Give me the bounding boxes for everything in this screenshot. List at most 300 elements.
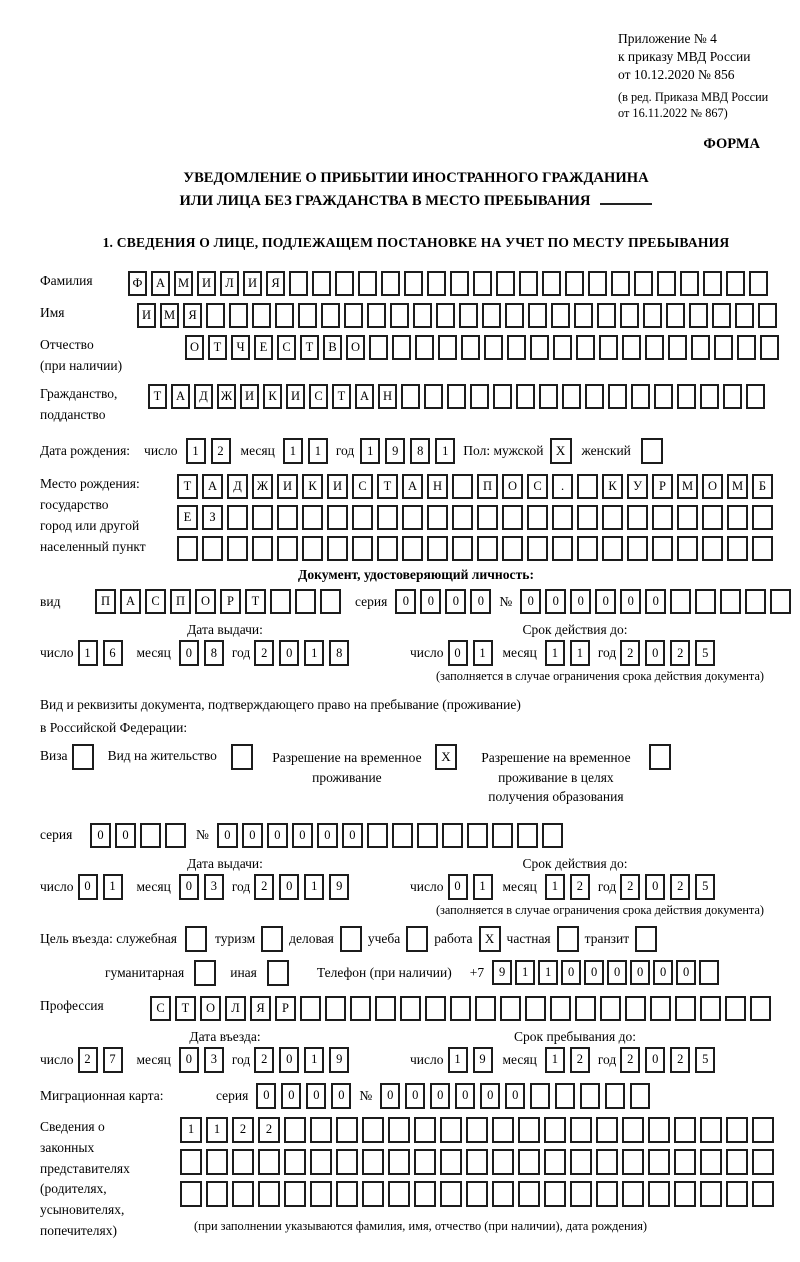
char-cell[interactable]: 0 xyxy=(342,823,363,848)
char-cell[interactable]: 2 xyxy=(670,874,690,900)
char-cell[interactable] xyxy=(388,1149,410,1175)
char-cell[interactable] xyxy=(436,303,455,328)
char-cell[interactable] xyxy=(427,271,446,296)
char-cell[interactable]: 0 xyxy=(242,823,263,848)
char-cell[interactable]: 0 xyxy=(607,960,627,985)
char-cell[interactable] xyxy=(749,271,768,296)
char-cell[interactable]: 5 xyxy=(695,874,715,900)
char-cell[interactable]: 1 xyxy=(308,438,328,464)
char-cell[interactable] xyxy=(369,335,388,360)
char-cell[interactable]: О xyxy=(502,474,523,499)
char-cell[interactable] xyxy=(599,335,618,360)
char-cell[interactable] xyxy=(258,1181,280,1207)
char-cell[interactable] xyxy=(206,1181,228,1207)
char-cell[interactable] xyxy=(622,1149,644,1175)
char-cell[interactable] xyxy=(770,589,791,614)
char-cell[interactable]: А xyxy=(202,474,223,499)
char-cell[interactable]: 0 xyxy=(630,960,650,985)
char-cell[interactable]: Д xyxy=(227,474,248,499)
char-cell[interactable] xyxy=(726,1149,748,1175)
char-cell[interactable]: 0 xyxy=(256,1083,276,1109)
char-cell[interactable] xyxy=(570,1181,592,1207)
char-cell[interactable]: 0 xyxy=(380,1083,400,1109)
char-cell[interactable]: 1 xyxy=(538,960,558,985)
char-cell[interactable] xyxy=(473,271,492,296)
char-cell[interactable]: С xyxy=(352,474,373,499)
char-cell[interactable] xyxy=(691,335,710,360)
char-cell[interactable] xyxy=(424,384,443,409)
char-cell[interactable] xyxy=(505,303,524,328)
char-cell[interactable] xyxy=(700,996,721,1021)
char-cell[interactable] xyxy=(352,505,373,530)
char-cell[interactable] xyxy=(542,823,563,848)
char-cell[interactable]: 0 xyxy=(520,589,541,614)
char-cell[interactable] xyxy=(320,589,341,614)
char-cell[interactable] xyxy=(596,1181,618,1207)
char-cell[interactable] xyxy=(580,1083,600,1109)
char-cell[interactable] xyxy=(258,1149,280,1175)
char-cell[interactable]: 2 xyxy=(211,438,231,464)
char-cell[interactable] xyxy=(577,474,598,499)
char-cell[interactable]: 2 xyxy=(620,1047,640,1073)
char-cell[interactable]: 1 xyxy=(448,1047,468,1073)
char-cell[interactable] xyxy=(275,303,294,328)
char-cell[interactable] xyxy=(648,1117,670,1143)
char-cell[interactable]: 0 xyxy=(645,874,665,900)
char-cell[interactable] xyxy=(295,589,316,614)
char-cell[interactable]: 9 xyxy=(329,1047,349,1073)
char-cell[interactable]: 1 xyxy=(545,874,565,900)
char-cell[interactable] xyxy=(227,536,248,561)
char-cell[interactable] xyxy=(674,1117,696,1143)
char-cell[interactable] xyxy=(600,996,621,1021)
purpose-private-checkbox[interactable] xyxy=(557,926,579,952)
char-cell[interactable]: 1 xyxy=(304,640,324,666)
char-cell[interactable] xyxy=(539,384,558,409)
char-cell[interactable] xyxy=(528,303,547,328)
char-cell[interactable]: П xyxy=(477,474,498,499)
char-cell[interactable] xyxy=(400,996,421,1021)
char-cell[interactable]: Ч xyxy=(231,335,250,360)
char-cell[interactable] xyxy=(440,1117,462,1143)
visa-checkbox[interactable] xyxy=(72,744,94,770)
char-cell[interactable] xyxy=(726,1181,748,1207)
char-cell[interactable] xyxy=(575,996,596,1021)
char-cell[interactable]: С xyxy=(309,384,328,409)
char-cell[interactable] xyxy=(493,384,512,409)
char-cell[interactable] xyxy=(502,536,523,561)
char-cell[interactable]: А xyxy=(120,589,141,614)
char-cell[interactable] xyxy=(670,589,691,614)
char-cell[interactable] xyxy=(381,271,400,296)
char-cell[interactable] xyxy=(392,335,411,360)
char-cell[interactable]: 0 xyxy=(292,823,313,848)
char-cell[interactable] xyxy=(492,823,513,848)
char-cell[interactable]: 0 xyxy=(281,1083,301,1109)
char-cell[interactable] xyxy=(325,996,346,1021)
char-cell[interactable]: Я xyxy=(250,996,271,1021)
char-cell[interactable] xyxy=(440,1149,462,1175)
char-cell[interactable] xyxy=(344,303,363,328)
char-cell[interactable]: Т xyxy=(300,335,319,360)
char-cell[interactable]: 2 xyxy=(254,1047,274,1073)
char-cell[interactable]: 5 xyxy=(695,1047,715,1073)
char-cell[interactable] xyxy=(622,1181,644,1207)
char-cell[interactable] xyxy=(758,303,777,328)
char-cell[interactable] xyxy=(492,1117,514,1143)
char-cell[interactable] xyxy=(252,303,271,328)
char-cell[interactable]: 0 xyxy=(90,823,111,848)
char-cell[interactable]: Т xyxy=(377,474,398,499)
char-cell[interactable] xyxy=(177,536,198,561)
char-cell[interactable] xyxy=(492,1149,514,1175)
char-cell[interactable] xyxy=(565,271,584,296)
char-cell[interactable] xyxy=(714,335,733,360)
char-cell[interactable]: . xyxy=(552,474,573,499)
char-cell[interactable]: У xyxy=(627,474,648,499)
char-cell[interactable] xyxy=(206,1149,228,1175)
char-cell[interactable] xyxy=(440,1181,462,1207)
char-cell[interactable] xyxy=(752,1149,774,1175)
char-cell[interactable] xyxy=(527,536,548,561)
char-cell[interactable]: 2 xyxy=(254,640,274,666)
char-cell[interactable]: 0 xyxy=(331,1083,351,1109)
char-cell[interactable] xyxy=(466,1149,488,1175)
char-cell[interactable] xyxy=(702,536,723,561)
char-cell[interactable]: П xyxy=(95,589,116,614)
char-cell[interactable] xyxy=(727,505,748,530)
char-cell[interactable] xyxy=(284,1117,306,1143)
char-cell[interactable]: 0 xyxy=(179,1047,199,1073)
char-cell[interactable] xyxy=(723,384,742,409)
char-cell[interactable]: П xyxy=(170,589,191,614)
char-cell[interactable]: 2 xyxy=(254,874,274,900)
char-cell[interactable]: М xyxy=(174,271,193,296)
char-cell[interactable] xyxy=(737,335,756,360)
char-cell[interactable] xyxy=(358,271,377,296)
char-cell[interactable]: 9 xyxy=(492,960,512,985)
char-cell[interactable] xyxy=(298,303,317,328)
char-cell[interactable] xyxy=(377,505,398,530)
char-cell[interactable] xyxy=(310,1117,332,1143)
char-cell[interactable]: Е xyxy=(177,505,198,530)
char-cell[interactable] xyxy=(752,536,773,561)
char-cell[interactable]: И xyxy=(240,384,259,409)
char-cell[interactable] xyxy=(555,1083,575,1109)
char-cell[interactable]: 0 xyxy=(455,1083,475,1109)
char-cell[interactable]: 9 xyxy=(385,438,405,464)
char-cell[interactable] xyxy=(362,1117,384,1143)
char-cell[interactable] xyxy=(602,536,623,561)
char-cell[interactable]: Н xyxy=(427,474,448,499)
char-cell[interactable]: Ф xyxy=(128,271,147,296)
char-cell[interactable] xyxy=(727,536,748,561)
char-cell[interactable]: 1 xyxy=(570,640,590,666)
char-cell[interactable]: К xyxy=(302,474,323,499)
char-cell[interactable]: 1 xyxy=(545,640,565,666)
char-cell[interactable] xyxy=(703,271,722,296)
char-cell[interactable] xyxy=(438,335,457,360)
char-cell[interactable] xyxy=(570,1149,592,1175)
char-cell[interactable]: О xyxy=(185,335,204,360)
char-cell[interactable] xyxy=(577,505,598,530)
char-cell[interactable]: 2 xyxy=(620,874,640,900)
char-cell[interactable] xyxy=(550,996,571,1021)
char-cell[interactable] xyxy=(401,384,420,409)
char-cell[interactable]: 0 xyxy=(505,1083,525,1109)
purpose-other-checkbox[interactable] xyxy=(267,960,289,986)
char-cell[interactable]: 3 xyxy=(204,874,224,900)
char-cell[interactable] xyxy=(544,1117,566,1143)
char-cell[interactable] xyxy=(631,384,650,409)
char-cell[interactable]: 0 xyxy=(545,589,566,614)
char-cell[interactable] xyxy=(404,271,423,296)
char-cell[interactable] xyxy=(140,823,161,848)
char-cell[interactable] xyxy=(227,505,248,530)
char-cell[interactable] xyxy=(652,505,673,530)
char-cell[interactable]: 0 xyxy=(645,1047,665,1073)
char-cell[interactable] xyxy=(562,384,581,409)
char-cell[interactable]: Т xyxy=(245,589,266,614)
char-cell[interactable]: 0 xyxy=(448,640,468,666)
char-cell[interactable] xyxy=(677,505,698,530)
char-cell[interactable]: К xyxy=(602,474,623,499)
char-cell[interactable] xyxy=(596,1149,618,1175)
char-cell[interactable]: 0 xyxy=(448,874,468,900)
char-cell[interactable] xyxy=(689,303,708,328)
char-cell[interactable] xyxy=(165,823,186,848)
char-cell[interactable]: 2 xyxy=(670,1047,690,1073)
char-cell[interactable]: Р xyxy=(275,996,296,1021)
char-cell[interactable]: 7 xyxy=(103,1047,123,1073)
char-cell[interactable] xyxy=(388,1117,410,1143)
char-cell[interactable] xyxy=(336,1149,358,1175)
char-cell[interactable] xyxy=(668,335,687,360)
char-cell[interactable]: 1 xyxy=(304,874,324,900)
char-cell[interactable] xyxy=(402,536,423,561)
char-cell[interactable] xyxy=(542,271,561,296)
char-cell[interactable] xyxy=(570,1117,592,1143)
char-cell[interactable]: К xyxy=(263,384,282,409)
char-cell[interactable] xyxy=(232,1149,254,1175)
sex-female-checkbox[interactable] xyxy=(641,438,663,464)
char-cell[interactable]: 1 xyxy=(186,438,206,464)
char-cell[interactable]: 5 xyxy=(695,640,715,666)
char-cell[interactable] xyxy=(466,1117,488,1143)
char-cell[interactable] xyxy=(477,536,498,561)
char-cell[interactable] xyxy=(502,505,523,530)
char-cell[interactable]: 0 xyxy=(480,1083,500,1109)
char-cell[interactable] xyxy=(627,505,648,530)
char-cell[interactable]: 0 xyxy=(279,874,299,900)
char-cell[interactable] xyxy=(300,996,321,1021)
char-cell[interactable] xyxy=(620,303,639,328)
char-cell[interactable]: И xyxy=(137,303,156,328)
char-cell[interactable] xyxy=(447,384,466,409)
char-cell[interactable] xyxy=(402,505,423,530)
char-cell[interactable]: 1 xyxy=(206,1117,228,1143)
char-cell[interactable] xyxy=(552,536,573,561)
char-cell[interactable]: Т xyxy=(332,384,351,409)
char-cell[interactable] xyxy=(645,335,664,360)
char-cell[interactable] xyxy=(735,303,754,328)
char-cell[interactable] xyxy=(377,536,398,561)
char-cell[interactable]: 0 xyxy=(217,823,238,848)
char-cell[interactable] xyxy=(726,271,745,296)
char-cell[interactable] xyxy=(289,271,308,296)
char-cell[interactable] xyxy=(362,1149,384,1175)
purpose-business-checkbox[interactable] xyxy=(340,926,362,952)
purpose-work-checkbox[interactable]: X xyxy=(479,926,501,952)
char-cell[interactable]: 1 xyxy=(360,438,380,464)
char-cell[interactable]: Т xyxy=(148,384,167,409)
char-cell[interactable]: Д xyxy=(194,384,213,409)
char-cell[interactable]: 8 xyxy=(410,438,430,464)
residence-permit-checkbox[interactable] xyxy=(231,744,253,770)
char-cell[interactable]: 0 xyxy=(676,960,696,985)
char-cell[interactable]: 0 xyxy=(395,589,416,614)
char-cell[interactable]: С xyxy=(527,474,548,499)
char-cell[interactable]: 1 xyxy=(545,1047,565,1073)
char-cell[interactable] xyxy=(507,335,526,360)
char-cell[interactable] xyxy=(700,1149,722,1175)
char-cell[interactable] xyxy=(518,1149,540,1175)
char-cell[interactable] xyxy=(335,271,354,296)
char-cell[interactable]: 2 xyxy=(258,1117,280,1143)
char-cell[interactable]: С xyxy=(145,589,166,614)
char-cell[interactable]: В xyxy=(323,335,342,360)
char-cell[interactable] xyxy=(284,1149,306,1175)
char-cell[interactable] xyxy=(627,536,648,561)
char-cell[interactable] xyxy=(625,996,646,1021)
char-cell[interactable] xyxy=(277,505,298,530)
char-cell[interactable] xyxy=(726,1117,748,1143)
char-cell[interactable]: 1 xyxy=(103,874,123,900)
char-cell[interactable] xyxy=(350,996,371,1021)
char-cell[interactable] xyxy=(576,335,595,360)
sex-male-checkbox[interactable]: X xyxy=(550,438,572,464)
char-cell[interactable] xyxy=(310,1181,332,1207)
char-cell[interactable] xyxy=(654,384,673,409)
char-cell[interactable] xyxy=(229,303,248,328)
char-cell[interactable] xyxy=(700,1117,722,1143)
char-cell[interactable] xyxy=(414,1181,436,1207)
char-cell[interactable]: З xyxy=(202,505,223,530)
char-cell[interactable] xyxy=(525,996,546,1021)
char-cell[interactable] xyxy=(500,996,521,1021)
char-cell[interactable] xyxy=(425,996,446,1021)
char-cell[interactable] xyxy=(461,335,480,360)
char-cell[interactable] xyxy=(519,271,538,296)
char-cell[interactable] xyxy=(415,335,434,360)
char-cell[interactable] xyxy=(699,960,719,985)
char-cell[interactable]: 2 xyxy=(570,1047,590,1073)
char-cell[interactable] xyxy=(232,1181,254,1207)
char-cell[interactable] xyxy=(367,823,388,848)
char-cell[interactable] xyxy=(622,335,641,360)
char-cell[interactable]: И xyxy=(286,384,305,409)
char-cell[interactable]: А xyxy=(151,271,170,296)
char-cell[interactable]: С xyxy=(150,996,171,1021)
char-cell[interactable]: 0 xyxy=(470,589,491,614)
char-cell[interactable]: 0 xyxy=(279,1047,299,1073)
char-cell[interactable]: 0 xyxy=(595,589,616,614)
char-cell[interactable] xyxy=(648,1181,670,1207)
char-cell[interactable]: О xyxy=(195,589,216,614)
char-cell[interactable]: 0 xyxy=(279,640,299,666)
char-cell[interactable] xyxy=(492,1181,514,1207)
char-cell[interactable] xyxy=(252,536,273,561)
char-cell[interactable]: М xyxy=(727,474,748,499)
char-cell[interactable]: Я xyxy=(266,271,285,296)
char-cell[interactable]: М xyxy=(677,474,698,499)
char-cell[interactable]: 0 xyxy=(317,823,338,848)
char-cell[interactable] xyxy=(452,536,473,561)
char-cell[interactable]: 2 xyxy=(620,640,640,666)
char-cell[interactable] xyxy=(180,1181,202,1207)
char-cell[interactable] xyxy=(470,384,489,409)
char-cell[interactable]: Ж xyxy=(252,474,273,499)
char-cell[interactable] xyxy=(695,589,716,614)
char-cell[interactable] xyxy=(588,271,607,296)
char-cell[interactable] xyxy=(544,1149,566,1175)
char-cell[interactable]: А xyxy=(171,384,190,409)
char-cell[interactable] xyxy=(608,384,627,409)
char-cell[interactable]: 1 xyxy=(283,438,303,464)
char-cell[interactable]: 2 xyxy=(78,1047,98,1073)
char-cell[interactable] xyxy=(643,303,662,328)
char-cell[interactable]: И xyxy=(243,271,262,296)
char-cell[interactable]: 0 xyxy=(561,960,581,985)
char-cell[interactable] xyxy=(270,589,291,614)
char-cell[interactable]: 1 xyxy=(473,874,493,900)
char-cell[interactable] xyxy=(427,536,448,561)
char-cell[interactable] xyxy=(652,536,673,561)
char-cell[interactable] xyxy=(517,823,538,848)
char-cell[interactable] xyxy=(597,303,616,328)
char-cell[interactable]: Т xyxy=(175,996,196,1021)
purpose-tourism-checkbox[interactable] xyxy=(261,926,283,952)
char-cell[interactable] xyxy=(516,384,535,409)
char-cell[interactable]: Я xyxy=(183,303,202,328)
char-cell[interactable] xyxy=(202,536,223,561)
char-cell[interactable] xyxy=(750,996,771,1021)
char-cell[interactable] xyxy=(466,1181,488,1207)
purpose-transit-checkbox[interactable] xyxy=(635,926,657,952)
char-cell[interactable]: И xyxy=(197,271,216,296)
purpose-humanitarian-checkbox[interactable] xyxy=(194,960,216,986)
char-cell[interactable] xyxy=(725,996,746,1021)
char-cell[interactable] xyxy=(327,505,348,530)
char-cell[interactable] xyxy=(459,303,478,328)
char-cell[interactable] xyxy=(760,335,779,360)
char-cell[interactable] xyxy=(327,536,348,561)
char-cell[interactable] xyxy=(677,536,698,561)
char-cell[interactable]: 8 xyxy=(329,640,349,666)
char-cell[interactable] xyxy=(302,536,323,561)
char-cell[interactable] xyxy=(336,1117,358,1143)
char-cell[interactable] xyxy=(390,303,409,328)
char-cell[interactable]: 0 xyxy=(445,589,466,614)
char-cell[interactable] xyxy=(611,271,630,296)
char-cell[interactable]: 2 xyxy=(670,640,690,666)
char-cell[interactable]: А xyxy=(355,384,374,409)
char-cell[interactable]: Р xyxy=(652,474,673,499)
char-cell[interactable]: 0 xyxy=(179,874,199,900)
char-cell[interactable]: 0 xyxy=(570,589,591,614)
char-cell[interactable] xyxy=(622,1117,644,1143)
char-cell[interactable] xyxy=(467,823,488,848)
